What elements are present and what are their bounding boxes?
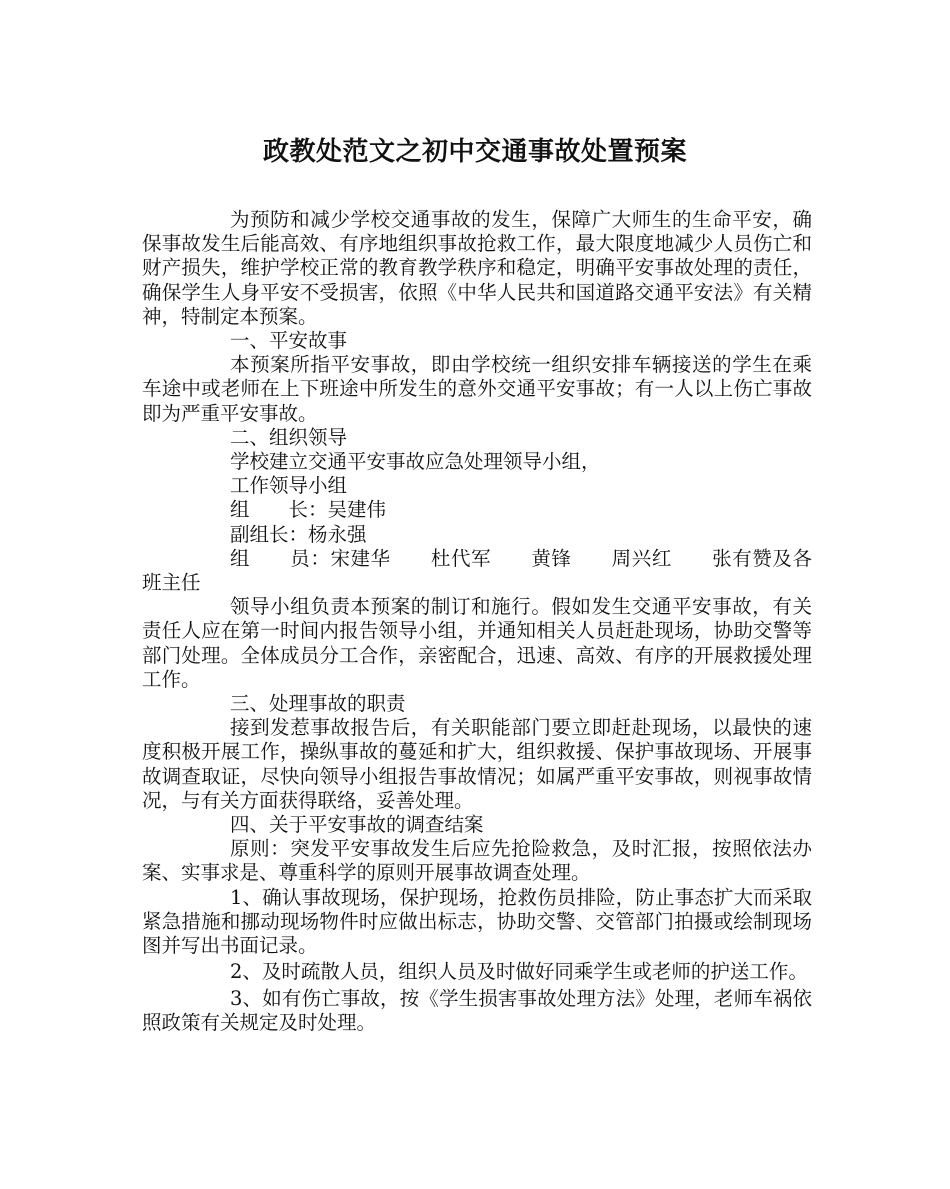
section-heading-1: 一、平安故事 [230,329,348,353]
document-title: 政教处范文之初中交通事故处置预案 [262,137,687,167]
section-heading-3: 三、处理事故的职责 [230,692,406,716]
section-2-line-1: 学校建立交通平安事故应急处理领导小组， [230,450,601,474]
item-3-paragraph: 3、如有伤亡事故，按《学生损害事故处理方法》处理，老师车祸依照政策有关规定及时处理。 [142,986,812,1034]
section-heading-4: 四、关于平安事故的调查结案 [230,813,484,837]
document-body [142,208,812,1035]
leader-line: 组 长：吴建伟 [230,498,387,522]
deputy-leader-line: 副组长：杨永强 [230,522,367,546]
principle-paragraph: 原则：突发平安事故发生后应先抢险救急，及时汇报，按照依法办案、实事求是、尊重科学的原则开展事故调查处理。 [142,837,812,885]
section-2-paragraph: 领导小组负责本预案的制订和施行。假如发生交通平安事故，有关责任人应在第一时间内报告领导小组，并通知相关人员赶赴现场，协助交警等部门处理。全体成员分工合作，亲密配合，迅速、高效、有序的开展救援处理工作。 [142,595,812,691]
members-line: 组 员：宋建华 杜代军 黄锋 周兴红 张有赞及各班主任 [142,546,812,595]
item-1-paragraph: 1、确认事故现场，保护现场，抢救伤员排险，防止事态扩大而采取紧急措施和挪动现场物件时应做出标志，协助交警、交管部门拍摄或绘制现场图并写出书面记录。 [142,885,812,958]
section-2-line-2: 工作领导小组 [230,474,348,498]
section-1-paragraph: 本预案所指平安事故，即由学校统一组织安排车辆接送的学生在乘车途中或老师在上下班途中所发生的意外交通平安事故；有一人以上伤亡事故即为严重平安事故。 [142,353,812,425]
section-3-paragraph: 接到发惹事故报告后，有关职能部门要立即赶赴现场，以最快的速度积极开展工作，操纵事故的蔓延和扩大，组织救援、保护事故现场、开展事故调查取证，尽快向领导小组报告事故情况；如属严重平安事故，则视事故情况，与有关方面获得联络，妥善处理。 [142,716,812,812]
section-heading-2: 二、组织领导 [230,425,348,449]
item-2-paragraph: 2、及时疏散人员，组织人员及时做好同乘学生或老师的护送工作。 [230,960,808,984]
intro-paragraph: 为预防和减少学校交通事故的发生，保障广大师生的生命平安，确保事故发生后能高效、有序地组织事故抢救工作，最大限度地减少人员伤亡和财产损失，维护学校正常的教育教学秩序和稳定，明确平安事故处理的责任，确保学生人身平安不受损害，依照《中华人民共和国道路交通平安法》有关精神，特制定本预案。 [142,208,812,328]
